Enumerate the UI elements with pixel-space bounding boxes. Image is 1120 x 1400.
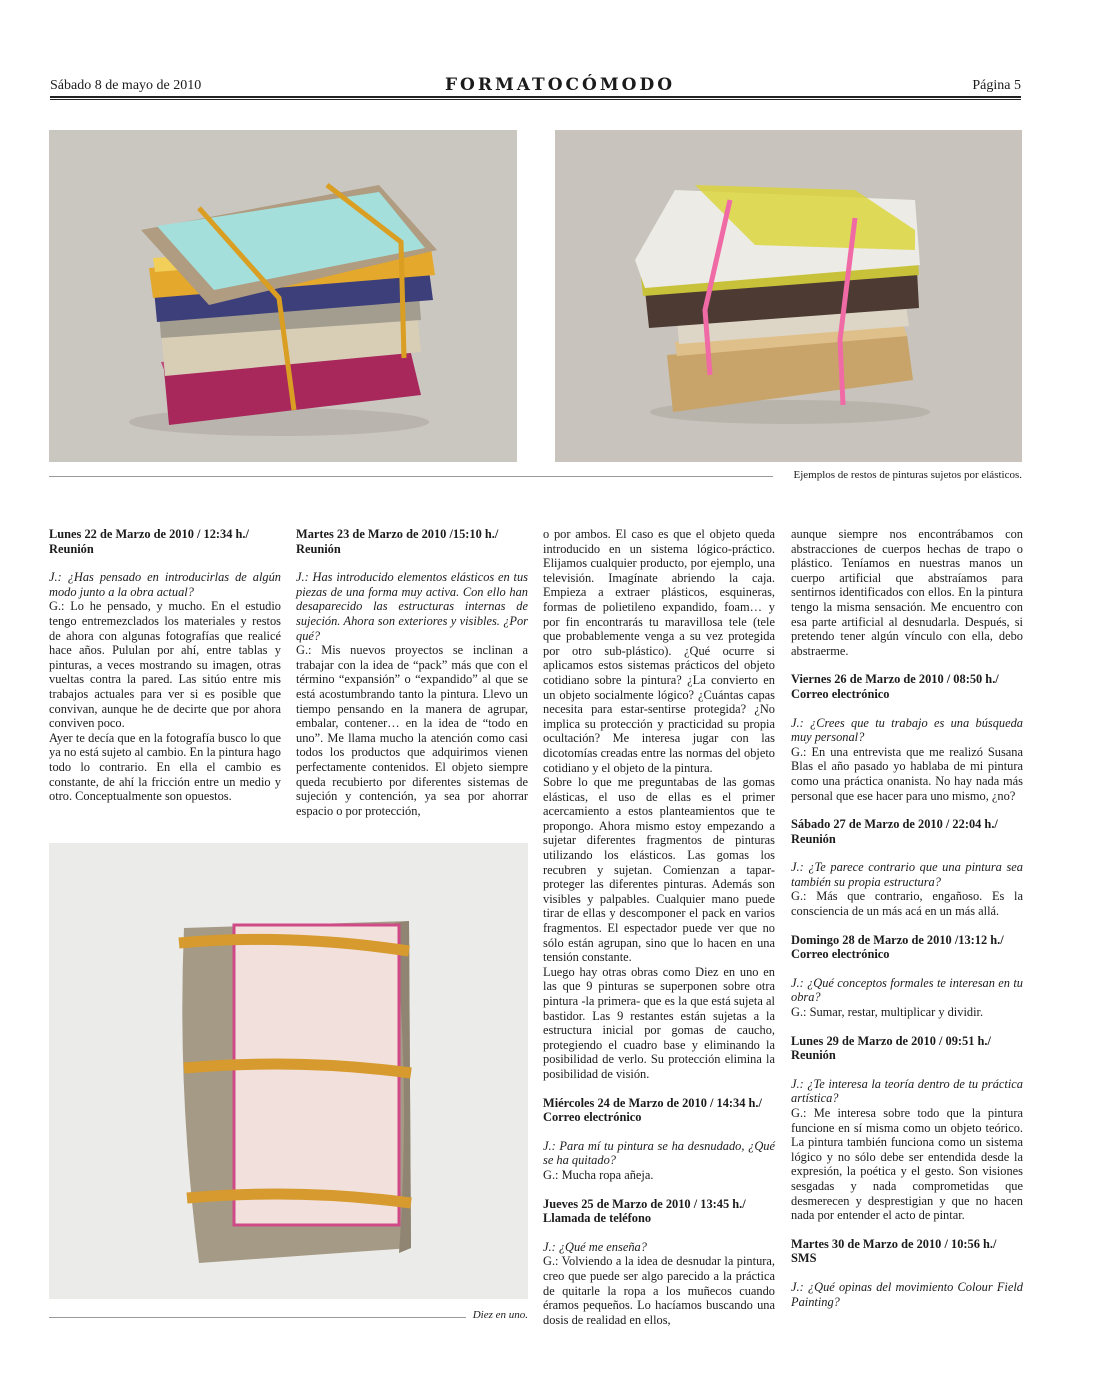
photo-diez-en-uno bbox=[49, 843, 528, 1299]
entry-heading: Viernes 26 de Marzo de 2010 / 08:50 h./ bbox=[791, 672, 999, 687]
entry-heading: Sábado 27 de Marzo de 2010 / 22:04 h./ bbox=[791, 817, 998, 832]
entry-heading: Correo electrónico bbox=[791, 947, 890, 962]
entry-heading: Lunes 22 de Marzo de 2010 / 12:34 h./ bbox=[49, 527, 249, 541]
spacer bbox=[543, 1125, 775, 1139]
masthead: FORMATOCÓMODO bbox=[444, 75, 676, 95]
entry-heading: Lunes 29 de Marzo de 2010 / 09:51 h./ bbox=[791, 1033, 991, 1048]
spacer bbox=[791, 1266, 1023, 1280]
entry-heading: Domingo 28 de Marzo de 2010 /13:12 h./ bbox=[791, 932, 1004, 947]
interview-question: J.: ¿Te interesa la teoría dentro de tu práctica artística? bbox=[791, 1076, 1023, 1106]
entry-heading: Correo electrónico bbox=[543, 1110, 642, 1125]
interview-answer: G.: Mis nuevos proyectos se inclinan a trabajar con la idea de “pack” más que con el término “expansión” o “expandido” al que se está acostumbrando tanto la pintura. Llevo un tiempo pensando en la manera de agrupar, embalar, contener… en la idea de “todo en uno”. Me llama mucho la atención como casi todos los productos que adquirimos vienen perfectamente contenidos. El objeto siempre queda recubierto por diferentes sistemas de sujeción y contención, ya sea por ahorrar espacio o por protección, bbox=[296, 643, 528, 818]
interview-answer: Luego hay otras obras como Diez en uno en las que 9 pinturas se superponen sobre otra pintura -la primera- que es la que está sujeta al bastidor. Las 9 restantes están sujetas a la estructura inicial por gomas de caucho, protegiendo el cuadro base y eliminando la posibilidad de verlo. Su protección elimina la posibilidad de visión. bbox=[543, 964, 775, 1081]
interview-question: J.: Has introducido elementos elásticos en tus piezas de una forma muy activa. Con ello han desaparecido las estructuras internas de sujeción. Ahora son exteriores y visibles. ¿Por qué? bbox=[296, 570, 528, 643]
spacer bbox=[791, 702, 1023, 716]
interview-answer: G.: En una entrevista que me realizó Susana Blas el año pasado yo hablaba de mi pintura como una práctica onanista. No hay nada más personal que ese hacer para uno mismo, ¿no? bbox=[791, 744, 1023, 803]
interview-question: J.: ¿Crees que tu trabajo es una búsqueda muy personal? bbox=[791, 715, 1023, 745]
spacer bbox=[49, 556, 281, 570]
entry-heading: Reunión bbox=[296, 541, 341, 556]
interview-question: J.: Para mí tu pintura se ha desnudado, ¿Qué se ha quitado? bbox=[543, 1138, 775, 1168]
interview-answer: aunque siempre nos encontrábamos con abstracciones de cuerpos hechas de trapo o plástico. Teníamos en nuestras manos un cuerpo artificial que abstraíamos para sentirnos identificados con ellos. En la pintura tengo la misma sensación. Me encuentro con esa parte artificial al desnudarla. Después, si pretendo tener algún vínculo con ella, debo abstraerme. bbox=[791, 527, 1023, 658]
text-column-1 bbox=[49, 527, 281, 804]
header-rule-thin bbox=[50, 99, 1021, 100]
interview-answer: Sobre lo que me preguntabas de las gomas elásticas, el uso de ellas es el primer acercamiento a estos planteamientos que te propongo. Ahora mismo estoy empezando a sujetar diferentes fragmentos de pinturas utilizando los elásticos. Las gomas los recubren y sujetan. Comienzan a tapar-proteger las diferentes pinturas. Además son visibles y palpables. Cualquier mano puede tirar de ellas y descomponer el pack en varios fragmentos. El espectador puede ver que no sólo están agrupan, sino que lo hacen en una tensión constante. bbox=[543, 775, 775, 965]
entry-heading: Miércoles 24 de Marzo de 2010 / 14:34 h./ bbox=[543, 1095, 762, 1110]
interview-question: J.: ¿Te parece contrario que una pintura sea también su propia estructura? bbox=[791, 860, 1023, 889]
spacer bbox=[791, 919, 1023, 933]
spacer bbox=[543, 1183, 775, 1197]
entry-heading: SMS bbox=[791, 1251, 817, 1266]
spacer bbox=[791, 658, 1023, 672]
spacer bbox=[543, 1082, 775, 1096]
spacer bbox=[791, 1223, 1023, 1237]
issue-date: Sábado 8 de mayo de 2010 bbox=[50, 78, 202, 93]
entry-heading: Reunión bbox=[791, 831, 836, 846]
entry-heading: Llamada de teléfono bbox=[543, 1211, 652, 1226]
interview-answer: G.: Mucha ropa añeja. bbox=[543, 1167, 654, 1182]
interview-question: J.: ¿Qué opinas del movimiento Colour Field Painting? bbox=[791, 1279, 1023, 1309]
text-column-2 bbox=[296, 527, 528, 818]
spacer bbox=[791, 846, 1023, 860]
entry-heading: Reunión bbox=[49, 541, 94, 556]
entry-heading: Martes 30 de Marzo de 2010 / 10:56 h./ bbox=[791, 1236, 997, 1251]
interview-answer: o por ambos. El caso es que el objeto queda introducido en un sistema lógico-práctico. Elijamos cualquier producto, por ejemplo, una televisión. Imagínate abriendo la caja. Empieza a extraer plásticos, esquineras, formas de polietileno expandido, foam… y por fin encontrarás tu maravillosa tele (tele que probablemente venga a su vez protegida por otro sub-plástico). ¿Qué ocurre si aplicamos estos sistemas prácticos del objeto cotidiano sobre la pintura? ¿La convierto en un objeto socialmente lógico? ¿Cuántas capas necesita para estar-sentirse protegida? ¿No implica su protección y practicidad su propia ocultación? Me interesa jugar con las dicotomías creadas entre las normas del objeto cotidiano y el objeto de la pintura. bbox=[543, 527, 775, 775]
interview-answer: G.: Lo he pensado, y mucho. En el estudio tengo entremezclados los materiales y restos de ahora con algunas fotografías que realicé hace años. Pululan por ahí, entre tablas y pinturas, a veces mostrando su imagen, otras vueltas contra la pared. Las sitúo entre mis trabajos actuales para ver si es posible que convivan, aunque he de decirte que por ahora conviven poco. bbox=[49, 599, 281, 731]
caption-top: Ejemplos de restos de pinturas sujetos por elásticos. bbox=[793, 469, 1022, 481]
spacer bbox=[791, 962, 1023, 976]
interview-answer: Ayer te decía que en la fotografía busco lo que ya no está sujeto al cambio. En la pintura hago todo lo contrario. En ella el cambio es constante, de ahí la fricción entre un medio y otro. Conceptualmente son opuestos. bbox=[49, 730, 281, 804]
entry-heading: Martes 23 de Marzo de 2010 /15:10 h./ bbox=[296, 527, 499, 541]
spacer bbox=[791, 1063, 1023, 1077]
page-number: Página 5 bbox=[972, 78, 1021, 93]
caption-rule bbox=[49, 476, 773, 477]
interview-answer: G.: Volviendo a la idea de desnudar la pintura, creo que puede ser algo parecido a la práctica de quitarle la ropa a los muñecos cuando éramos pequeños. Lo hacíamos buscando una dosis de realidad en ellos, bbox=[543, 1254, 775, 1327]
interview-question: J.: ¿Has pensado en introducirlas de algún modo junto a la obra actual? bbox=[49, 570, 281, 599]
interview-question: J.: ¿Qué me enseña? bbox=[543, 1239, 647, 1254]
header-rule bbox=[50, 96, 1021, 98]
caption-bottom: Diez en uno. bbox=[472, 1309, 528, 1321]
interview-question: J.: ¿Qué conceptos formales te interesan en tu obra? bbox=[791, 975, 1023, 1005]
text-column-3 bbox=[543, 527, 775, 1327]
spacer bbox=[791, 803, 1023, 817]
entry-heading: Correo electrónico bbox=[791, 686, 890, 701]
interview-answer: G.: Me interesa sobre todo que la pintura funcione en sí misma como un objeto teórico. La pintura también funciona como un sistema lógico y no sólo debe ser entendida desde la expresión, la poética y el gesto. Son visiones sesgadas y nada comprometidas que desmerecen y desprestigian y que no hacen nada por entender el acto de pintar. bbox=[791, 1106, 1023, 1223]
entry-heading: Jueves 25 de Marzo de 2010 / 13:45 h./ bbox=[543, 1196, 746, 1211]
interview-answer: G.: Más que contrario, engañoso. Es la consciencia de un más acá en un más allá. bbox=[791, 889, 1023, 919]
spacer bbox=[543, 1226, 775, 1240]
text-column-4 bbox=[791, 527, 1023, 1309]
photo-stack-pink-elastics bbox=[555, 130, 1022, 462]
interview-answer: G.: Sumar, restar, multiplicar y dividir. bbox=[791, 1005, 984, 1020]
spacer bbox=[791, 1020, 1023, 1034]
entry-heading: Reunión bbox=[791, 1048, 836, 1063]
photo-stack-yellow-elastics bbox=[49, 130, 517, 462]
spacer bbox=[296, 556, 528, 570]
